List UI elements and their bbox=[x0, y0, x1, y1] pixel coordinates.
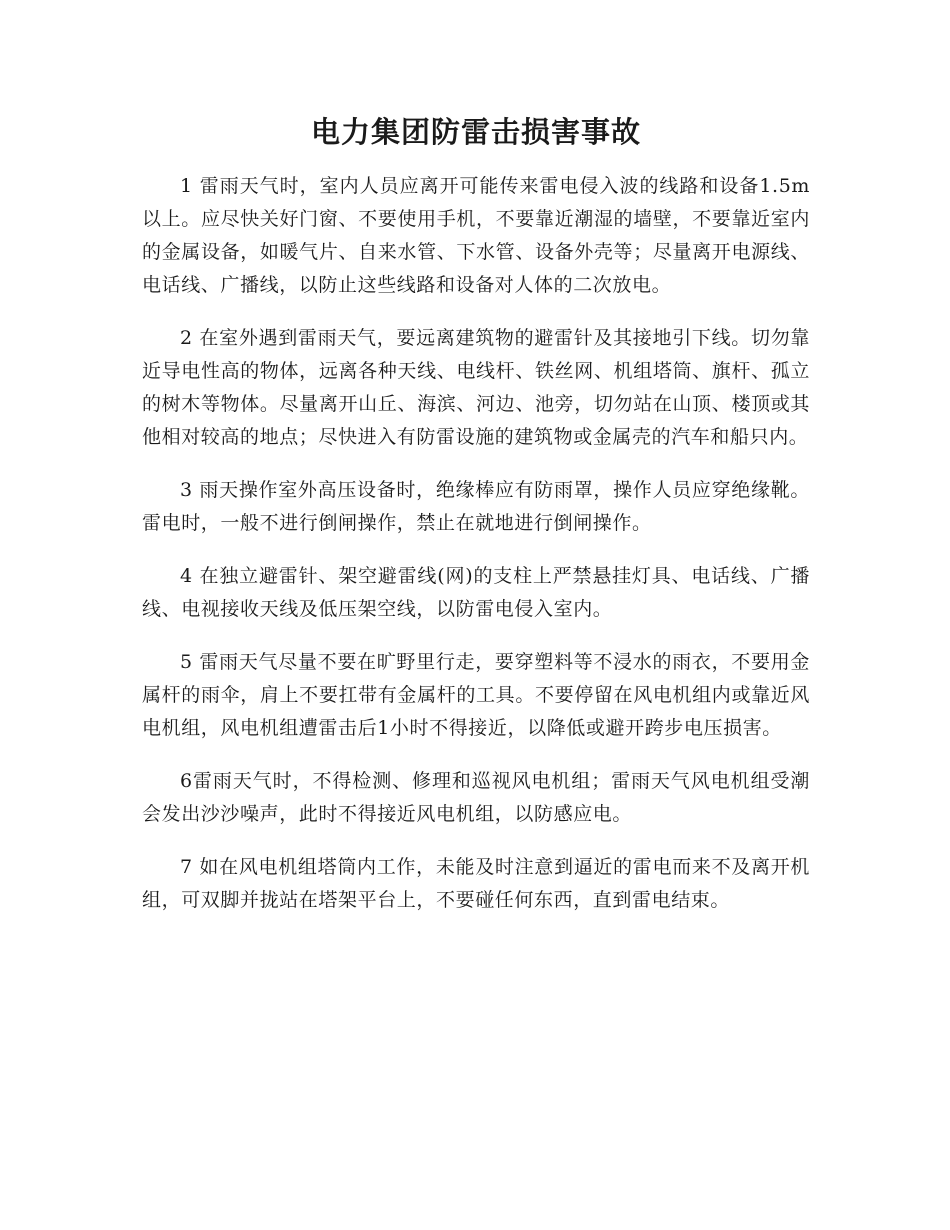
paragraph-1: 1 雷雨天气时，室内人员应离开可能传来雷电侵入波的线路和设备1.5m以上。应尽快关好门窗、不要使用手机，不要靠近潮湿的墙壁，不要靠近室内的金属设备，如暖气片、自来水管、下水管、设备外壳等；尽量离开电源线、电话线、广播线，以防止这些线路和设备对人体的二次放电。 bbox=[142, 175, 810, 296]
document-title: 电力集团防雷击损害事故 bbox=[310, 115, 641, 149]
paragraph-5: 5 雷雨天气尽量不要在旷野里行走，要穿塑料等不浸水的雨衣，不要用金属杆的雨伞，肩上不要扛带有金属杆的工具。不要停留在风电机组内或靠近风电机组，风电机组遭雷击后1小时不得接近，以降低或避开跨步电压损害。 bbox=[142, 651, 810, 739]
paragraph-6: 6雷雨天气时，不得检测、修理和巡视风电机组；雷雨天气风电机组受潮会发出沙沙噪声，此时不得接近风电机组，以防感应电。 bbox=[142, 770, 810, 825]
paragraph-7: 7 如在风电机组塔筒内工作，未能及时注意到逼近的雷电而来不及离开机组，可双脚并拢站在塔架平台上，不要碰任何东西，直到雷电结束。 bbox=[142, 856, 810, 911]
paragraph-3: 3 雨天操作室外高压设备时，绝缘棒应有防雨罩，操作人员应穿绝缘靴。雷电时，一般不进行倒闸操作，禁止在就地进行倒闸操作。 bbox=[142, 479, 810, 534]
paragraph-4: 4 在独立避雷针、架空避雷线(网)的支柱上严禁悬挂灯具、电话线、广播线、电视接收天线及低压架空线，以防雷电侵入室内。 bbox=[142, 565, 810, 620]
paragraph-2: 2 在室外遇到雷雨天气，要远离建筑物的避雷针及其接地引下线。切勿靠近导电性高的物体，远离各种天线、电线杆、铁丝网、机组塔筒、旗杆、孤立的树木等物体。尽量离开山丘、海滨、河边、池旁，切勿站在山顶、楼顶或其他相对较高的地点；尽快进入有防雷设施的建筑物或金属壳的汽车和船只内。 bbox=[142, 327, 810, 448]
